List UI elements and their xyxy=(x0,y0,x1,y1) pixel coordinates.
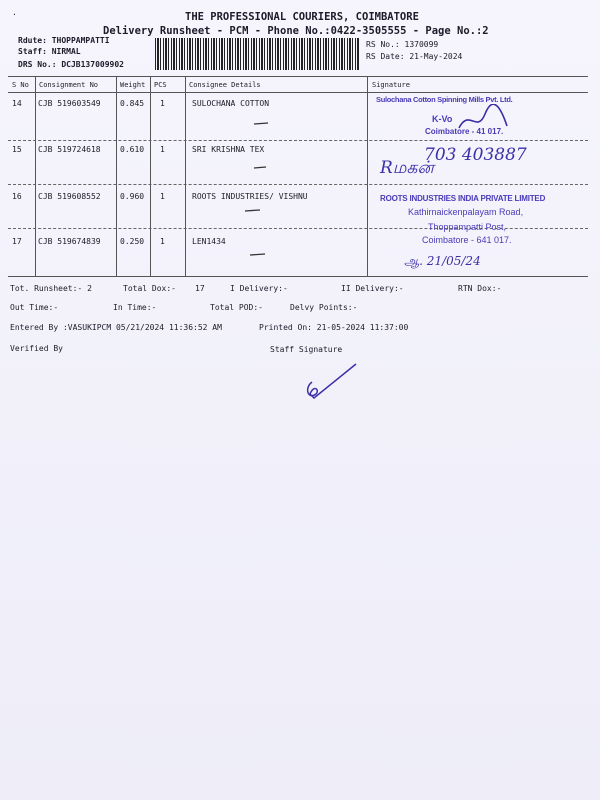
col-header-pcs: PCS xyxy=(154,81,167,89)
tot-runsheet: Tot. Runsheet:- 2 xyxy=(10,284,92,293)
cell-sno: 15 xyxy=(12,145,22,154)
col-header-consignee: Consignee Details xyxy=(189,81,261,89)
stamp-roots-line3: Thoppampatti Post, xyxy=(428,222,507,232)
cell-consignment: CJB 519724618 xyxy=(38,145,101,154)
verified-by: Verified By xyxy=(10,344,63,353)
out-time: Out Time:- xyxy=(10,303,59,312)
i-delivery: I Delivery:- xyxy=(230,284,288,293)
stamp-roots-line4: Coimbatore - 641 017. xyxy=(422,235,512,245)
table-bottom-border xyxy=(8,276,588,277)
cell-weight: 0.610 xyxy=(120,145,145,154)
col-header-consignment: Consignment No xyxy=(39,81,99,89)
drs-number: DRS No.: DCJB137009902 xyxy=(18,60,124,69)
cell-pcs: 1 xyxy=(160,145,165,154)
phone-handwritten: 703 403887 xyxy=(424,145,527,165)
signature-row17: ஆ. 21/05/24 xyxy=(404,254,481,268)
in-time: In Time:- xyxy=(113,303,157,312)
stamp-sulochana-line2: K-Vo xyxy=(432,114,453,124)
col-divider xyxy=(367,76,368,276)
cell-consignee: ROOTS INDUSTRIES/ VISHNU xyxy=(192,192,308,201)
col-divider xyxy=(116,76,117,276)
staff-signature-label: Staff Signature xyxy=(270,345,343,354)
col-divider xyxy=(150,76,151,276)
company-title: THE PROFESSIONAL COURIERS, COIMBATORE xyxy=(185,11,419,23)
col-header-weight: Weight xyxy=(120,81,146,89)
col-divider xyxy=(185,76,186,276)
delvy-points: Delvy Points:- xyxy=(290,303,358,312)
route: Rdute: THOPPAMPATTI xyxy=(18,36,110,45)
cell-consignment: CJB 519608552 xyxy=(38,192,101,201)
cell-consignee: LEN1434 xyxy=(192,237,226,246)
cell-sno: 17 xyxy=(12,237,22,246)
cell-consignment: CJB 519603549 xyxy=(38,99,101,108)
stamp-sulochana: Sulochana Cotton Spinning Mills Pvt. Ltd. xyxy=(376,95,513,104)
cell-weight: 0.960 xyxy=(120,192,145,201)
name-handwritten: Rமகன் xyxy=(380,158,434,178)
rs-date: RS Date: 21-May-2024 xyxy=(366,52,463,61)
runsheet-subtitle: Delivery Runsheet - PCM - Phone No.:0422-3505555 - Page No.:2 xyxy=(103,25,489,37)
cell-pcs: 1 xyxy=(160,99,165,108)
ii-delivery: II Delivery:- xyxy=(341,284,404,293)
pen-marks xyxy=(250,118,280,178)
cell-weight: 0.845 xyxy=(120,99,145,108)
staff: Staff: NIRMAL xyxy=(18,47,81,56)
row-divider xyxy=(8,140,588,141)
col-header-sno: S No xyxy=(12,81,29,89)
table-top-border xyxy=(8,76,588,77)
cell-sno: 14 xyxy=(12,99,22,108)
row-divider xyxy=(8,184,588,185)
cell-consignee: SULOCHANA COTTON xyxy=(192,99,270,108)
cell-pcs: 1 xyxy=(160,237,165,246)
cell-weight: 0.250 xyxy=(120,237,145,246)
stamp-roots-line2: Kathirnaickenpalayam Road, xyxy=(408,207,524,217)
signature-scribble xyxy=(455,104,515,138)
entered-by: Entered By :VASUKIPCM 05/21/2024 11:36:52 AM xyxy=(10,323,222,332)
pen-marks xyxy=(240,205,280,275)
total-dox-value: 17 xyxy=(195,284,205,293)
print-mark: · xyxy=(12,10,17,19)
stamp-roots: ROOTS INDUSTRIES INDIA PRIVATE LIMITED xyxy=(380,194,546,203)
table-header-border xyxy=(8,92,588,93)
col-header-signature: Signature xyxy=(372,81,410,89)
cell-pcs: 1 xyxy=(160,192,165,201)
cell-consignment: CJB 519674839 xyxy=(38,237,101,246)
rtn-dox: RTN Dox:- xyxy=(458,284,502,293)
rs-number: RS No.: 1370099 xyxy=(366,40,439,49)
printed-on: Printed On: 21-05-2024 11:37:00 xyxy=(259,323,409,332)
total-dox-label: Total Dox:- xyxy=(123,284,176,293)
cell-consignee: SRI KRISHNA TEX xyxy=(192,145,265,154)
stamp-sulochana-line3: Coimbatore - 41 017. xyxy=(425,127,504,136)
barcode xyxy=(155,38,360,70)
staff-signature xyxy=(300,360,370,405)
cell-sno: 16 xyxy=(12,192,22,201)
total-pod: Total POD:- xyxy=(210,303,263,312)
col-divider xyxy=(35,76,36,276)
